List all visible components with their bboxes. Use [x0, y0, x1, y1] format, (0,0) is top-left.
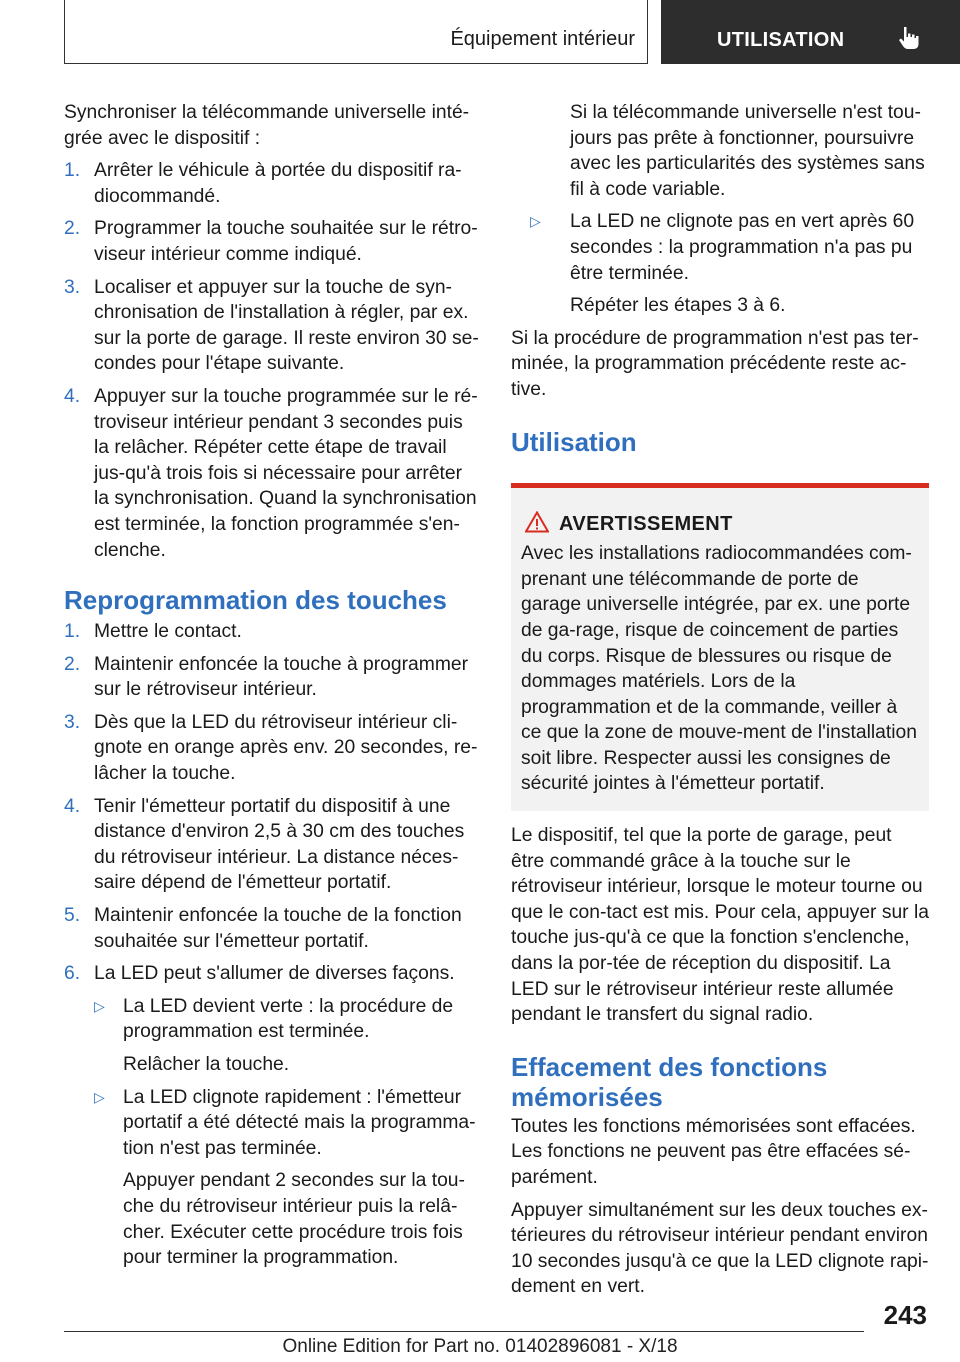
erase-paragraph-1: Toutes les fonctions mémorisées sont effacées. Les fonctions ne peuvent pas être effacées sé-parément.: [511, 1115, 916, 1188]
header-section-title: Équipement intérieur: [450, 28, 635, 50]
step-number: 1.: [64, 160, 81, 182]
step-text: Arrêter le véhicule à portée du dispositif ra-diocommandé.: [94, 160, 462, 207]
step-text: Maintenir enfoncée la touche à programmer sur le rétroviseur intérieur.: [94, 653, 469, 701]
heading-utilisation: Utilisation: [511, 426, 637, 457]
continuation-paragraph: Si la télécommande universelle n'est tou-jours pas prête à fonctionner, poursuivre avec les particularités des systèmes sans fil à code variable.: [570, 102, 925, 200]
led-case-text: La LED ne clignote pas en vert après 60 secondes : la programmation n'a pas pu être terminée.: [570, 211, 915, 284]
warning-title-text: AVERTISSEMENT: [559, 512, 733, 535]
led-case-followup: Répéter les étapes 3 à 6.: [570, 295, 786, 317]
warning-text: Avec les installations radiocommandées com-prenant une télécommande de porte de garage universelle intégrée, par ex. une porte de ga-rage, risque de coincement de parties du corps. Risque de blessures ou risque de dommages matériels. Lors de la programmation et de la commande, veiller à ce que la zone de mouve-ment de l'installation soit libre. Respecter aussi les consignes de sécurité jointes à l'émetteur portatif.: [521, 543, 917, 795]
step-number: 3.: [64, 276, 81, 298]
heading-effacement: Effacement des fonctions mémorisées: [511, 1051, 828, 1112]
list-item: [64, 158, 482, 209]
step-text: Programmer la touche souhaitée sur le rétro-viseur intérieur comme indiqué.: [94, 218, 478, 265]
list-item: [64, 216, 482, 267]
led-case-followup: Appuyer pendant 2 secondes sur la tou-che du rétroviseur intérieur puis la relâ-cher. Exécuter cette procédure trois fois pour terminer la programmation.: [123, 1170, 465, 1269]
warning-title: [521, 512, 919, 538]
warning-box: [511, 483, 929, 812]
step-text: Appuyer sur la touche programmée sur le ré-troviseur intérieur pendant 3 secondes puis la relâcher. Répéter cette étape de travail jus-qu'à trois fois si nécessaire pour arrêter la synchronisation. Quand la synchronisation est terminée, la fonction programmée s'en-clenche.: [94, 385, 478, 561]
step-number: 4.: [64, 385, 81, 407]
step-number: 2.: [64, 653, 81, 675]
list-item: [64, 710, 482, 787]
led-case-item: [64, 994, 482, 1045]
led-case-text: La LED clignote rapidement : l'émetteur portatif a été détecté mais la programma-tion n'est pas terminée.: [123, 1086, 476, 1159]
header-chapter-title: UTILISATION: [717, 29, 845, 51]
step-number: 1.: [64, 621, 81, 643]
sync-intro: Synchroniser la télécommande universelle inté-grée avec le dispositif :: [64, 102, 470, 149]
list-item: [64, 384, 482, 563]
warning-triangle-icon: [525, 511, 549, 533]
step-number: 5.: [64, 905, 81, 927]
led-case-item: [511, 209, 929, 286]
header-section-box: [64, 0, 648, 64]
triangle-bullet-icon: ▷: [94, 1088, 105, 1105]
programming-note: Si la procédure de programmation n'est pas ter-minée, la programmation précédente reste ac-tive.: [511, 327, 919, 400]
right-column: [511, 100, 929, 1307]
left-column: [64, 100, 482, 1278]
list-item: [64, 961, 482, 987]
list-item: [64, 619, 482, 645]
list-item: [64, 652, 482, 703]
step-number: 4.: [64, 795, 81, 817]
list-item: [64, 794, 482, 896]
list-item: [64, 903, 482, 954]
footer-edition: Online Edition for Part no. 01402896081 - X/18: [282, 1336, 678, 1357]
erase-paragraph-2: Appuyer simultanément sur les deux touches ex-térieures du rétroviseur intérieur pendant environ 10 secondes jusqu'à ce que la LED clignote rapi-dement en vert.: [511, 1199, 929, 1298]
led-case-item: [64, 1085, 482, 1162]
page-number: 243: [883, 1300, 927, 1330]
step-number: 3.: [64, 711, 81, 733]
step-text: Tenir l'émetteur portatif du dispositif à une distance d'environ 2,5 à 30 cm des touches du rétroviseur intérieur. La distance néces-saire dépend de l'émetteur portatif.: [94, 795, 465, 894]
step-number: 6.: [64, 963, 81, 985]
usage-paragraph: Le dispositif, tel que la porte de garage, peut être commandé grâce à la touche sur le rétroviseur intérieur, lorsque le moteur tourne ou que le con-tact est mis. Pour cela, appuyer sur la touche jus-qu'à ce que la fonction s'enclenche, dans la por-tée de réception du dispositif. La LED sur le rétroviseur intérieur reste allumée pendant le transfert du signal radio.: [511, 825, 929, 1026]
led-case-text: La LED devient verte : la procédure de programmation est terminée.: [123, 995, 454, 1043]
header-chapter-tab: [661, 0, 960, 64]
footer-divider: [64, 1331, 864, 1332]
step-text: La LED peut s'allumer de diverses façons.: [94, 963, 455, 985]
step-number: 2.: [64, 218, 81, 240]
step-text: Maintenir enfoncée la touche de la fonction souhaitée sur l'émetteur portatif.: [94, 905, 462, 952]
triangle-bullet-icon: ▷: [94, 997, 105, 1014]
led-case-followup: Relâcher la touche.: [123, 1054, 290, 1075]
heading-reprogrammation: Reprogrammation des touches: [64, 585, 447, 616]
hand-pointer-icon: [895, 24, 923, 52]
step-text: Mettre le contact.: [94, 621, 242, 643]
triangle-bullet-icon: ▷: [530, 213, 541, 230]
step-text: Dès que la LED du rétroviseur intérieur cli-gnote en orange après env. 20 secondes, re-lâcher la touche.: [94, 711, 478, 785]
list-item: [64, 275, 482, 377]
step-text: Localiser et appuyer sur la touche de syn-chronisation de l'installation à régler, par ex. sur la porte de garage. Il reste environ 30 se-condes pour l'étape suivante.: [94, 276, 479, 375]
